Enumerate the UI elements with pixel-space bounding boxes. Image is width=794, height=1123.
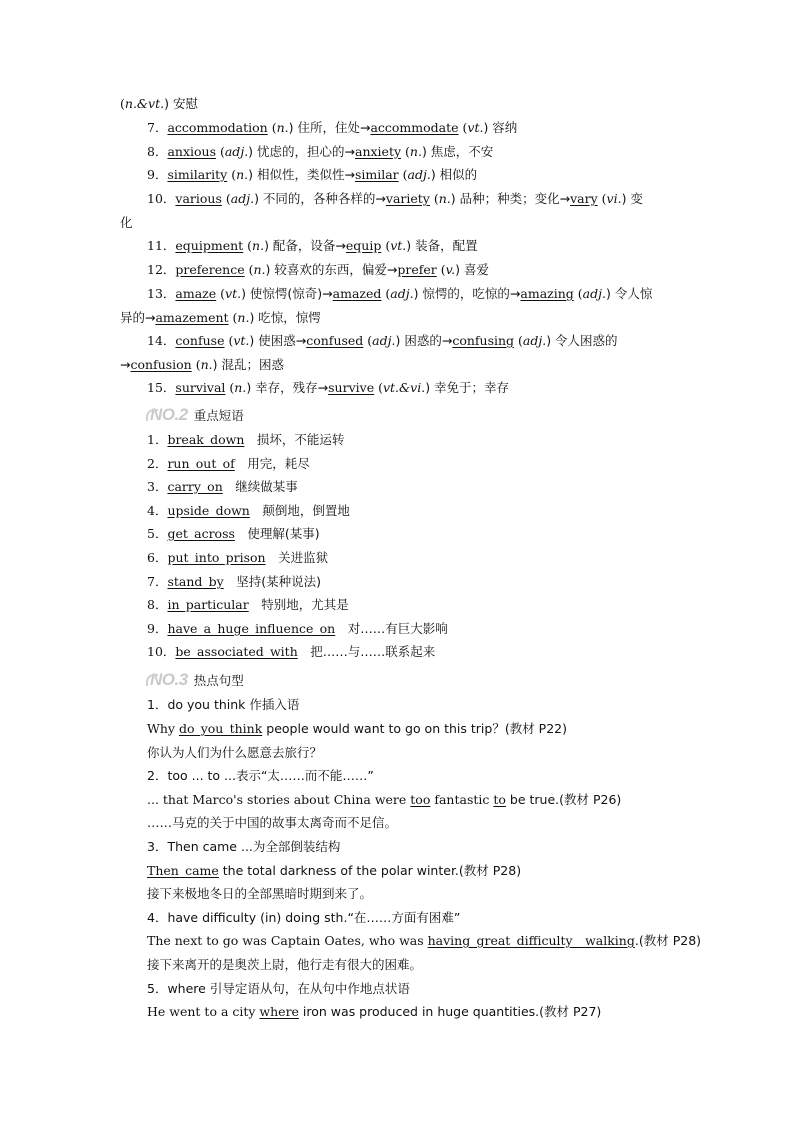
vocab-item-9: 9．similarity (n.) 相似性，类似性→similar (adj.) 相似的 <box>147 167 478 182</box>
phrase-chinese: 继续做某事 <box>235 479 298 494</box>
phrase-gap <box>223 479 236 494</box>
phrase-number: 9． <box>147 621 168 636</box>
phrase-gap <box>235 456 248 471</box>
vocab-item-11: 11．equipment (n.) 配备，设备→equip (vt.) 装备，配置 <box>147 238 478 253</box>
pattern-2-heading: 2．too ... to ...表示“太……而不能……” <box>147 768 374 783</box>
phrase-english: in_particular <box>167 597 249 612</box>
pattern-2-example: ... that Marco's stories about China were too fantastic to be true.(教材 P26) <box>147 792 622 807</box>
vocab-item-8: 8．anxious (adj.) 忧虑的，担心的→anxiety (n.) 焦虑，不安 <box>147 144 494 159</box>
section-title: 重点短语 <box>193 408 244 423</box>
pattern-4-heading: 4．have difficulty (in) doing sth.“在……方面有困难” <box>147 910 461 925</box>
phrase-chinese: 颠倒地，倒置地 <box>262 503 350 518</box>
pattern-5-heading: 5．where 引导定语从句，在从句中作地点状语 <box>147 981 410 996</box>
vocab-line-cont: (n.&vt.) 安慰 <box>120 96 198 111</box>
section-badge: NO.2 <box>150 405 188 424</box>
phrase-number: 4． <box>147 503 168 518</box>
pattern-5-example: He went to a city where iron was produced in huge quantities.(教材 P27) <box>147 1004 602 1019</box>
pattern-1-heading: 1．do you think 作插入语 <box>147 697 300 712</box>
pattern-1-translation: 你认为人们为什么愿意去旅行？ <box>147 745 323 760</box>
phrase-number: 1． <box>147 432 168 447</box>
phrase-chinese: 坚持(某种说法) <box>236 574 321 589</box>
section-header-phrases <box>150 405 244 425</box>
phrase-english: stand_by <box>167 574 224 589</box>
pattern-3-heading: 3．Then came ...为全部倒装结构 <box>147 839 341 854</box>
phrase-number: 6． <box>147 550 168 565</box>
phrase-chinese: 对……有巨大影响 <box>347 621 448 636</box>
pattern-3-example: Then_came the total darkness of the polar winter.(教材 P28) <box>147 863 522 878</box>
phrase-chinese: 特别地，尤其是 <box>261 597 349 612</box>
phrase-gap <box>224 574 237 589</box>
phrase-number: 10． <box>147 644 176 659</box>
vocab-item-7: 7．accommodation (n.) 住所，住处→accommodate (vt.) 容纳 <box>147 120 518 135</box>
pattern-4-translation: 接下来离开的是奥茨上尉，他行走有很大的困难。 <box>147 957 423 972</box>
pattern-1-example: Why do_you_think people would want to go on this trip？(教材 P22) <box>147 721 568 736</box>
phrase-gap <box>266 550 279 565</box>
phrase-number: 8． <box>147 597 168 612</box>
phrase-gap <box>235 526 248 541</box>
phrase-english: be_associated_with <box>175 644 298 659</box>
phrase-item <box>147 597 349 613</box>
phrase-gap <box>335 621 348 636</box>
phrase-english: run_out_of <box>167 456 235 471</box>
phrase-gap <box>298 644 311 659</box>
phrase-gap <box>249 597 262 612</box>
vocab-item-12: 12．preference (n.) 较喜欢的东西，偏爱→prefer (v.) 喜爱 <box>147 262 490 277</box>
phrase-item <box>147 456 310 472</box>
pattern-4-example: The next to go was Captain Oates, who was having_great_difficulty__walking.(教材 P28) <box>147 933 702 948</box>
phrase-english: break_down <box>167 432 245 447</box>
phrase-item <box>147 644 435 660</box>
phrase-number: 3． <box>147 479 168 494</box>
phrase-english: have_a_huge_influence_on <box>167 621 336 636</box>
phrase-item <box>147 503 350 519</box>
phrase-english: carry_on <box>167 479 223 494</box>
vocab-item-13: 13．amaze (vt.) 使惊愕(惊奇)→amazed (adj.) 惊愕的，吃惊的→amazing (adj.) 令人惊 <box>147 286 653 301</box>
phrase-chinese: 把……与……联系起来 <box>310 644 436 659</box>
phrase-gap <box>250 503 263 518</box>
phrase-item <box>147 432 344 448</box>
vocab-item-14-cont: →confusion (n.) 混乱；困惑 <box>120 357 284 372</box>
phrase-chinese: 损坏，不能运转 <box>256 432 345 447</box>
phrase-chinese: 使理解(某事) <box>247 526 320 541</box>
pattern-2-translation: ……马克的关于中国的故事太离奇而不足信。 <box>147 815 398 830</box>
phrase-item <box>147 550 328 566</box>
vocab-item-14: 14．confuse (vt.) 使困惑→confused (adj.) 困惑的→confusing (adj.) 令人困惑的 <box>147 333 618 348</box>
section-badge: NO.3 <box>150 670 188 689</box>
phrase-chinese: 关进监狱 <box>278 550 329 565</box>
phrase-english: upside_down <box>167 503 250 518</box>
phrase-english: get_across <box>167 526 235 541</box>
section-header-patterns <box>150 670 244 690</box>
vocab-item-10-cont: 化 <box>120 215 133 230</box>
pattern-3-translation: 接下来极地冬日的全部黑暗时期到来了。 <box>147 886 373 901</box>
phrase-chinese: 用完，耗尽 <box>247 456 310 471</box>
phrase-gap <box>244 432 257 447</box>
vocab-item-15: 15．survival (n.) 幸存，残存→survive (vt.&vi.) 幸免于；幸存 <box>147 380 510 395</box>
phrase-english: put_into_prison <box>167 550 266 565</box>
section-title: 热点句型 <box>193 673 244 688</box>
vocab-item-13-cont: 异的→amazement (n.) 吃惊，惊愕 <box>120 310 321 325</box>
phrase-number: 5． <box>147 526 168 541</box>
phrase-item <box>147 479 298 495</box>
vocab-item-10: 10．various (adj.) 不同的，各种各样的→variety (n.) 品种；种类；变化→vary (vi.) 变 <box>147 191 643 206</box>
phrase-number: 7． <box>147 574 168 589</box>
phrase-item <box>147 526 320 542</box>
phrase-item <box>147 574 321 590</box>
phrase-item <box>147 621 448 637</box>
phrase-number: 2． <box>147 456 168 471</box>
